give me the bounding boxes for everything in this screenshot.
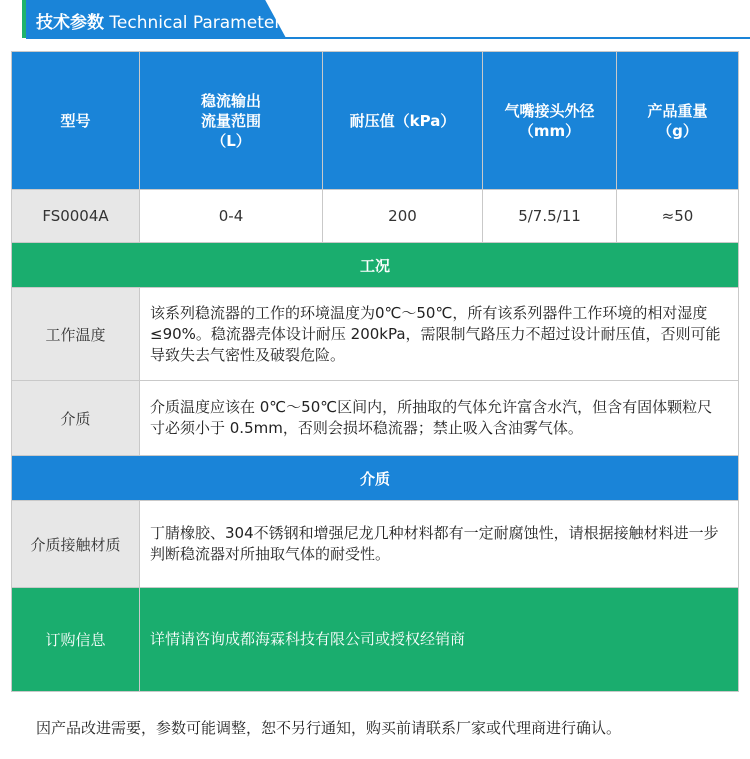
table-header-row bbox=[12, 52, 739, 190]
section-row-conditions bbox=[12, 243, 739, 288]
section-header bbox=[0, 0, 750, 40]
col-header-nozzle-unit: （mm） bbox=[518, 121, 581, 140]
col-header-flow-range-line1: 稳流输出 bbox=[200, 91, 261, 110]
col-header-flow-range-unit: （L） bbox=[211, 131, 251, 150]
col-header-nozzle-line1: 气嘴接头外径 bbox=[504, 101, 595, 120]
label-contact-material: 介质接触材质 bbox=[12, 501, 140, 588]
col-header-model: 型号 bbox=[12, 52, 140, 190]
text-medium: 介质温度应该在 0℃～50℃区间内，所抽取的气体允许富含水汽，但含有固体颗粒尺寸必须小于 0.5mm，否则会损坏稳流器；禁止吸入含油雾气体。 bbox=[140, 381, 739, 456]
col-header-nozzle-diameter bbox=[483, 52, 617, 190]
header-accent-bar bbox=[22, 0, 26, 38]
col-header-weight-unit: （g） bbox=[657, 121, 698, 140]
table-row bbox=[12, 501, 739, 588]
label-order-info: 订购信息 bbox=[12, 588, 140, 692]
header-underline bbox=[26, 37, 750, 39]
header-title-cn: 技术参数 bbox=[36, 13, 104, 33]
section-row-medium bbox=[12, 456, 739, 501]
text-contact-material: 丁腈橡胶、304不锈钢和增强尼龙几种材料都有一定耐腐蚀性，请根据接触材料进一步判断稳流器对所抽取气体的耐受性。 bbox=[140, 501, 739, 588]
header-title-en: Technical Parameters bbox=[109, 13, 291, 33]
header-title bbox=[36, 8, 290, 33]
label-medium: 介质 bbox=[12, 381, 140, 456]
table-row bbox=[12, 288, 739, 381]
text-operating-temperature: 该系列稳流器的工作的环境温度为0℃～50℃，所有该系列器件工作环境的相对湿度≤90%。稳流器壳体设计耐压 200kPa，需限制气路压力不超过设计耐压值，否则可能导致失去气密性及破裂危险。 bbox=[140, 288, 739, 381]
col-header-weight-line1: 产品重量 bbox=[647, 101, 708, 120]
cell-model: FS0004A bbox=[12, 190, 140, 243]
col-header-flow-range bbox=[140, 52, 323, 190]
footnote-disclaimer: 因产品改进需要，参数可能调整，恕不另行通知，购买前请联系厂家或代理商进行确认。 bbox=[36, 719, 622, 737]
text-order-info: 详情请咨询成都海霖科技有限公司或授权经销商 bbox=[140, 588, 739, 692]
cell-flow-range: 0-4 bbox=[140, 190, 323, 243]
table-row bbox=[12, 190, 739, 243]
col-header-flow-range-line2: 流量范围 bbox=[200, 111, 261, 130]
section-title-medium: 介质 bbox=[12, 456, 739, 501]
section-title-conditions: 工况 bbox=[12, 243, 739, 288]
table-row-order-info bbox=[12, 588, 739, 692]
label-operating-temperature: 工作温度 bbox=[12, 288, 140, 381]
cell-weight: ≈50 bbox=[617, 190, 739, 243]
table-row bbox=[12, 381, 739, 456]
cell-nozzle-diameter: 5/7.5/11 bbox=[483, 190, 617, 243]
col-header-pressure: 耐压值（kPa） bbox=[323, 52, 483, 190]
technical-parameters-table bbox=[11, 51, 739, 692]
col-header-weight bbox=[617, 52, 739, 190]
cell-pressure: 200 bbox=[323, 190, 483, 243]
